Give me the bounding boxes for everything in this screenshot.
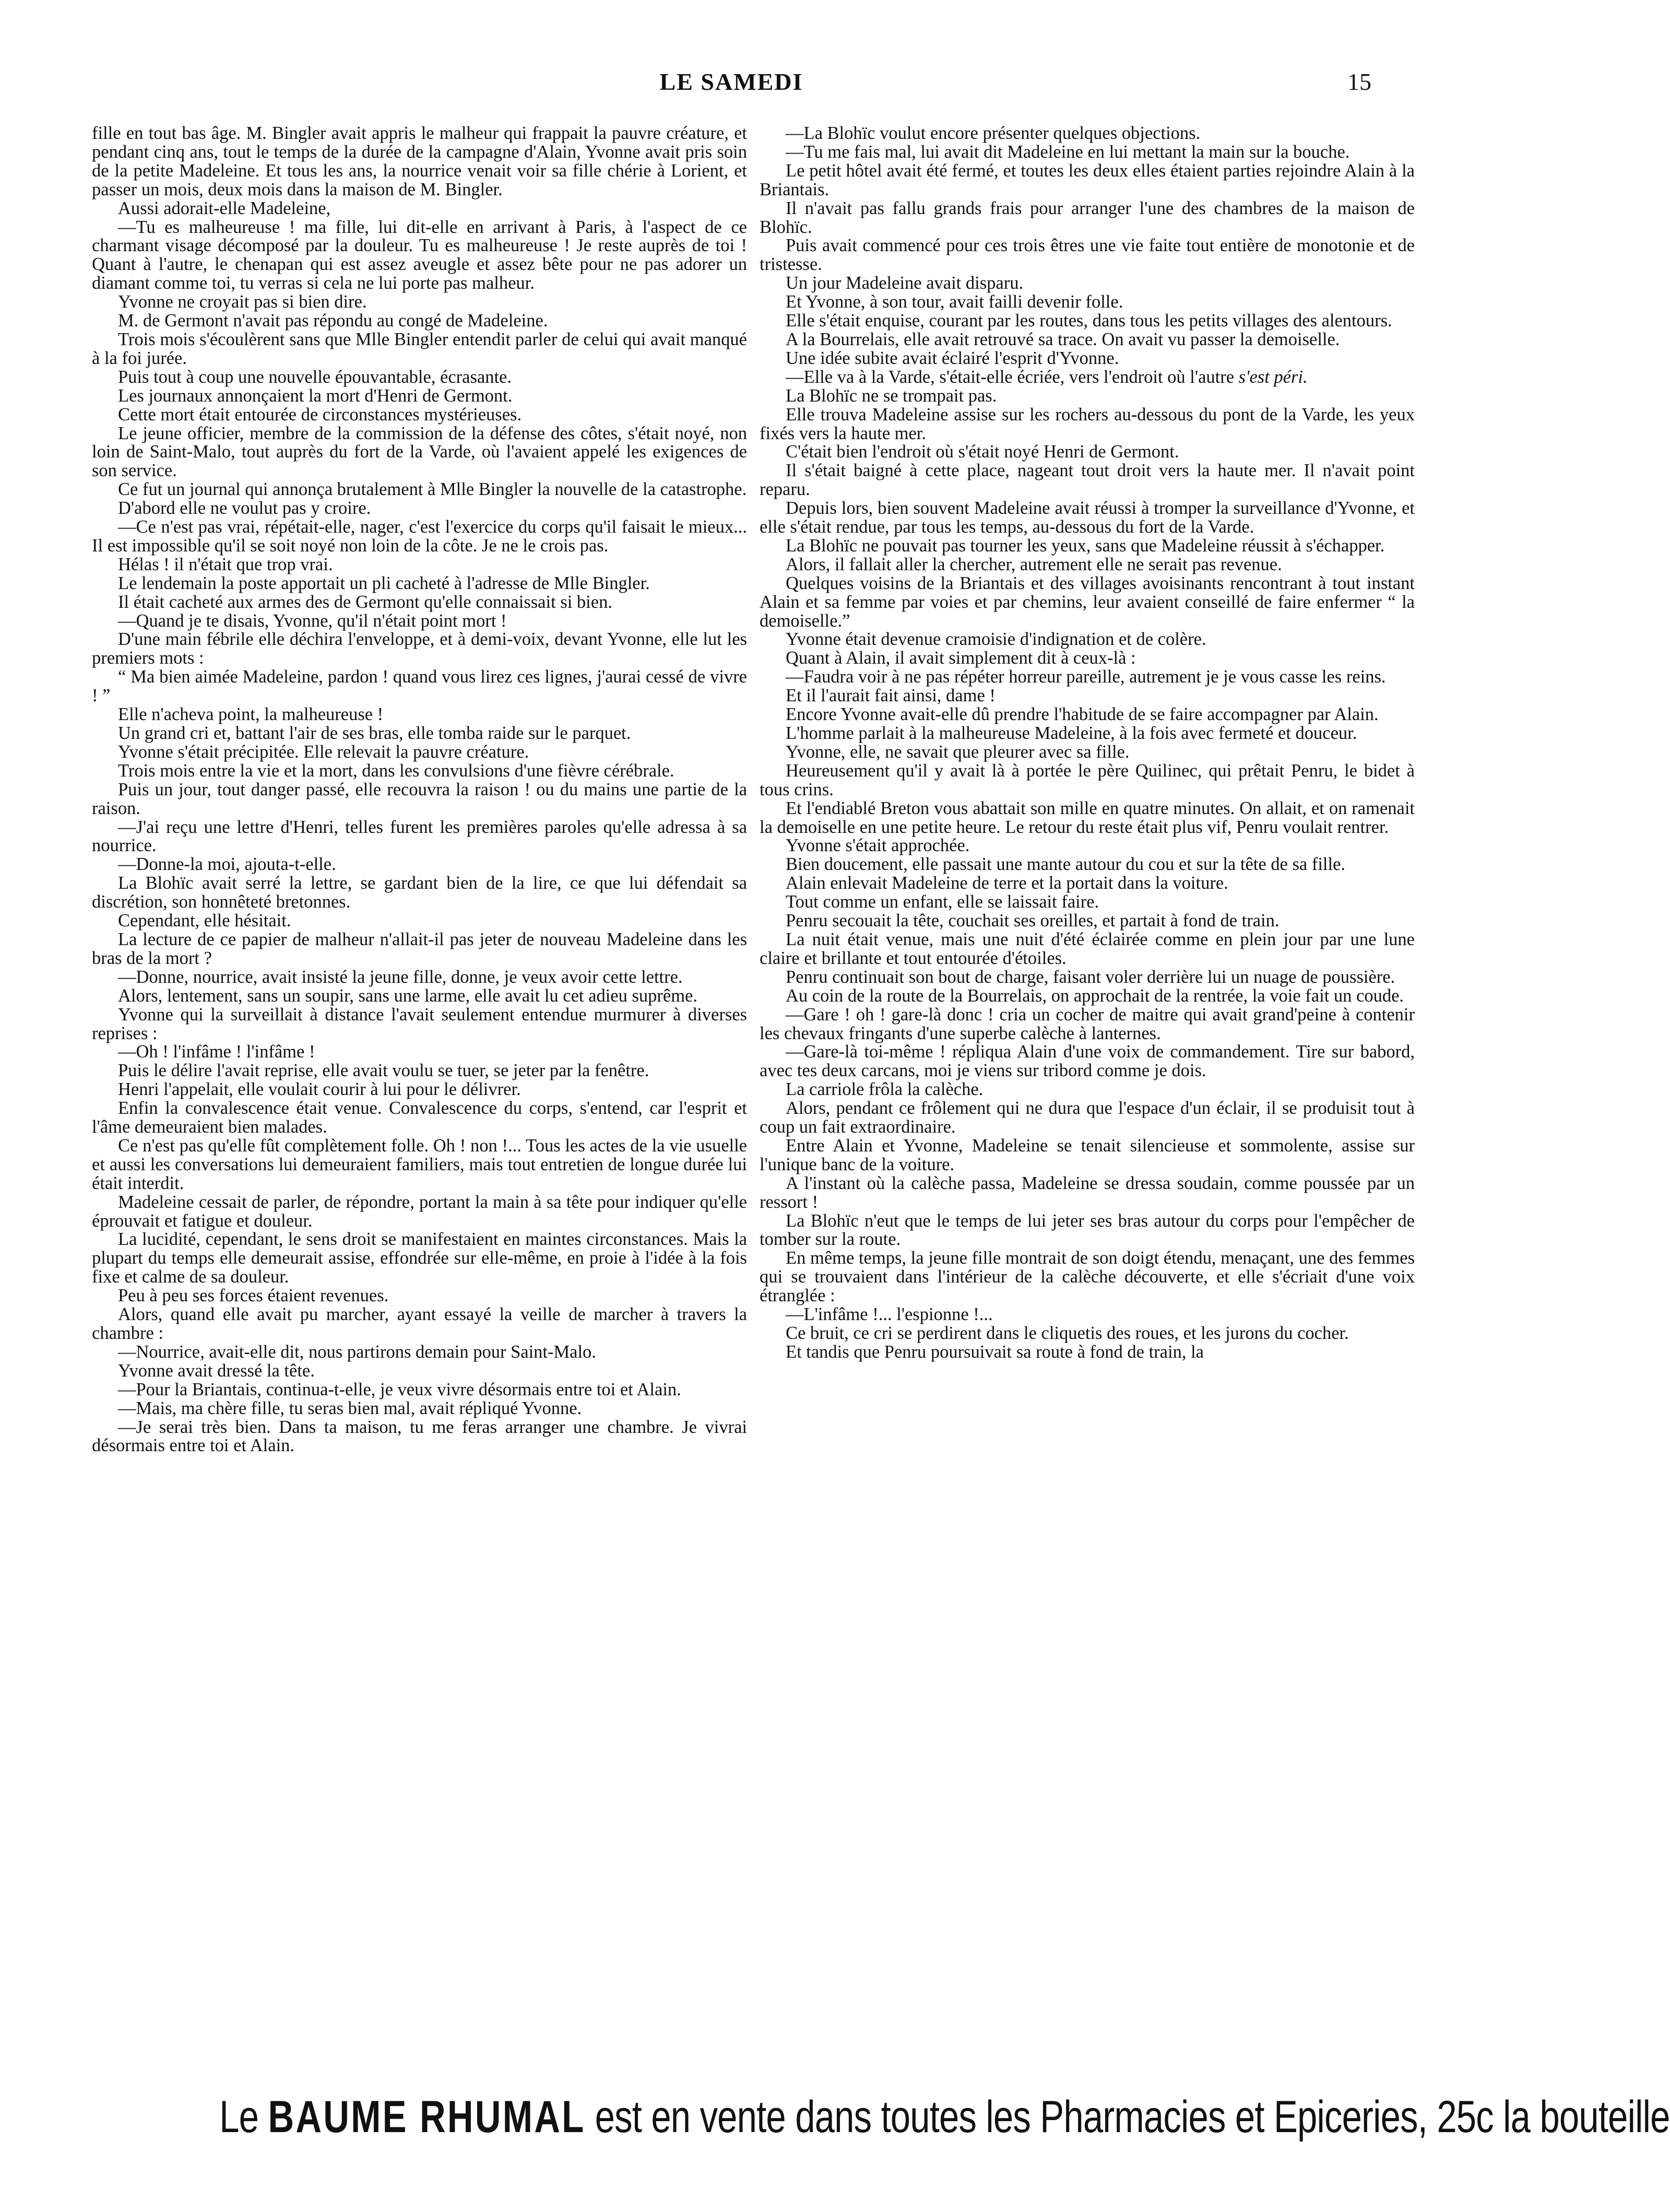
paragraph-text: Yvonne avait dressé la tête. [118, 1360, 315, 1381]
paragraph-text: La Blohïc n'eut que le temps de lui jeter ses bras autour du corps pour l'empêcher de tomber sur la route. [760, 1210, 1415, 1250]
publication-title: LE SAMEDI [659, 68, 803, 95]
paragraph [92, 124, 747, 199]
paragraph-text: Puis tout à coup une nouvelle épouvantable, écrasante. [118, 367, 512, 387]
paragraph-text: L'homme parlait à la malheureuse Madeleine, à la fois avec fermeté et douceur. [786, 723, 1357, 743]
paragraph [760, 1305, 1415, 1324]
paragraph [760, 162, 1415, 199]
paragraph-text: C'était bien l'endroit où s'était noyé Henri de Germont. [786, 442, 1179, 462]
paragraph-text: Elle n'acheva point, la malheureuse ! [118, 704, 384, 725]
paragraph-text: —Gare ! oh ! gare-là donc ! cria un cocher de maitre qui avait grand'peine à contenir les chevaux fringants d'une superbe calèche à lanternes. [760, 1004, 1415, 1043]
paragraph-text: —Pour la Briantais, continua-t-elle, je veux vivre désormais entre toi et Alain. [118, 1379, 681, 1399]
paragraph-text: Madeleine cessait de parler, de répondre, portant la main à sa tête pour indiquer qu'elle éprouvait et fatigue et douleur. [92, 1192, 747, 1231]
paragraph [760, 1249, 1415, 1305]
ad-prefix: Le [219, 2092, 259, 2142]
paragraph-text: Encore Yvonne avait-elle dû prendre l'habitude de se faire accompagner par Alain. [786, 704, 1379, 725]
paragraph-text: Une idée subite avait éclairé l'esprit d'Yvonne. [786, 348, 1119, 368]
paragraph-text: Yvonne, elle, ne savait que pleurer avec sa fille. [786, 742, 1130, 762]
paragraph [92, 1305, 747, 1343]
paragraph-text: Hélas ! il n'était que trop vrai. [118, 554, 333, 574]
paragraph [760, 312, 1415, 331]
paragraph-text: Ce bruit, ce cri se perdirent dans le cliquetis des roues, et les jurons du cocher. [786, 1323, 1349, 1343]
paragraph [760, 331, 1415, 349]
paragraph-text: Penru secouait la tête, couchait ses oreilles, et partait à fond de train. [786, 911, 1280, 931]
paragraph-text: Et l'endiablé Breton vous abattait son mille en quatre minutes. On allait, et on ramenait la demoiselle en une petite heure. Le retour du reste était plus vif, Penru voulait rentrer. [760, 798, 1415, 837]
paragraph-text: Elle s'était enquise, courant par les routes, dans tous les petits villages des alentours. [786, 311, 1392, 331]
paragraph [92, 724, 747, 743]
paragraph [92, 1099, 747, 1137]
paragraph [92, 630, 747, 668]
paragraph [92, 1230, 747, 1287]
paragraph [760, 743, 1415, 762]
paragraph [92, 1137, 747, 1193]
paragraph [760, 762, 1415, 799]
paragraph [92, 368, 747, 387]
paragraph [760, 630, 1415, 649]
paragraph [92, 912, 747, 931]
paragraph [760, 893, 1415, 912]
paragraph-text: Au coin de la route de la Bourrelais, on approchait de la rentrée, la voie fait un coude. [786, 985, 1404, 1006]
paragraph [760, 968, 1415, 987]
paragraph-text: Bien doucement, elle passait une mante autour du cou et sur la tête de sa fille. [786, 854, 1346, 875]
paragraph [92, 387, 747, 406]
paragraph [760, 368, 1415, 387]
paragraph-text: D'abord elle ne voulut pas y croire. [118, 498, 371, 519]
paragraph-text: Heureusement qu'il y avait là à portée le père Quilinec, qui prêtait Penru, le bidet à tous crins. [760, 760, 1415, 799]
paragraph [760, 912, 1415, 931]
paragraph [760, 837, 1415, 855]
paragraph-text: Il s'était baigné à cette place, nageant tout droit vers la haute mer. Il n'avait point reparu. [760, 461, 1415, 500]
italic-text: s'est péri. [1238, 367, 1308, 387]
paragraph-text: Puis un jour, tout danger passé, elle recouvra la raison ! ou du mains une partie de la raison. [92, 779, 747, 818]
paragraph-text: Un grand cri et, battant l'air de ses bras, elle tomba raide sur le parquet. [118, 723, 631, 743]
paragraph [92, 218, 747, 293]
paragraph-text: La lucidité, cependant, le sens droit se manifestaient en maintes circonstances. Mais la plupart du temps elle demeurait assise, effondrée sur elle-même, en proie à l'idée à la fois fixe et calme de sa douleur. [92, 1229, 747, 1287]
paragraph [760, 537, 1415, 556]
paragraph-text: —Elle va à la Varde, s'était-elle écriée, vers l'endroit où l'autre [786, 367, 1235, 387]
paragraph-text: “ Ma bien aimée Madeleine, pardon ! quand vous lirez ces lignes, j'aurai cessé de vivre ! ” [92, 667, 747, 706]
paragraph [760, 855, 1415, 874]
paragraph [760, 931, 1415, 968]
paragraph-text: Aussi adorait-elle Madeleine, [118, 198, 331, 218]
paragraph [760, 499, 1415, 537]
paragraph-text: La lecture de ce papier de malheur n'allait-il pas jeter de nouveau Madeleine dans les bras de la mort ? [92, 929, 747, 968]
paragraph [92, 762, 747, 781]
paragraph-text: —Nourrice, avait-elle dit, nous partirons demain pour Saint-Malo. [118, 1342, 596, 1362]
paragraph [92, 199, 747, 218]
paragraph-text: Quant à Alain, il avait simplement dit à ceux-là : [786, 648, 1136, 668]
paragraph-text: A l'instant où la calèche passa, Madeleine se dressa soudain, comme poussée par un ressort ! [760, 1173, 1415, 1212]
paragraph-text: Penru continuait son bout de charge, faisant voler derrière lui un nuage de poussière. [786, 967, 1395, 987]
paragraph [760, 649, 1415, 668]
paragraph [92, 1080, 747, 1099]
paragraph [92, 705, 747, 724]
paragraph [760, 556, 1415, 574]
paragraph [92, 781, 747, 818]
paragraph [92, 499, 747, 518]
paragraph-text: —Donne, nourrice, avait insisté la jeune fille, donne, je veux avoir cette lettre. [118, 967, 683, 987]
paragraph-text: Peu à peu ses forces étaient revenues. [118, 1286, 389, 1306]
paragraph-text: Quelques voisins de la Briantais et des villages avoisinants rencontrant à tout instant Alain et sa femme par voies et par chemins, leur avaient conseillé de faire enfermer “ la demoiselle.” [760, 573, 1415, 631]
paragraph-text: Les journaux annonçaient la mort d'Henri de Germont. [118, 385, 513, 406]
paragraph-text: Alors, lentement, sans un soupir, sans une larme, elle avait lu cet adieu suprême. [118, 985, 697, 1006]
ad-text: est en vente dans toutes les Pharmacies et Epiceries, 25c la bouteille [595, 2092, 1670, 2142]
paragraph [760, 143, 1415, 162]
paragraph [92, 293, 747, 312]
paragraph-text: La Blohïc ne pouvait pas tourner les yeux, sans que Madeleine réussit à s'échapper. [786, 535, 1385, 556]
paragraph-text: Ce fut un journal qui annonça brutalement à Mlle Bingler la nouvelle de la catastrophe. [118, 479, 747, 500]
paragraph [92, 968, 747, 987]
paragraph [760, 1099, 1415, 1137]
paragraph-text: —Donne-la moi, ajouta-t-elle. [118, 854, 336, 875]
paragraph-text: fille en tout bas âge. M. Bingler avait appris le malheur qui frappait la pauvre créature, et pendant cinq ans, tout le temps de la durée de la campagne d'Alain, Yvonne avait pris soin de la petite Madeleine. Et tous les ans, la nourrice venait voir sa fille chérie à Lorient, et passer un mois, deux mois dans la maison de M. Bingler. [92, 123, 747, 199]
paragraph [760, 1324, 1415, 1343]
paragraph [760, 124, 1415, 143]
paragraph [92, 987, 747, 1006]
paragraph [92, 1418, 747, 1456]
paragraph [760, 1043, 1415, 1080]
paragraph [760, 1080, 1415, 1099]
paragraph-text: Yvonne ne croyait pas si bien dire. [118, 292, 367, 312]
paragraph [92, 612, 747, 631]
paragraph-text: —Tu me fais mal, lui avait dit Madeleine en lui mettant la main sur la bouche. [786, 142, 1350, 162]
paragraph [760, 574, 1415, 631]
paragraph [92, 743, 747, 762]
paragraph-text: Enfin la convalescence était venue. Convalescence du corps, s'entend, car l'esprit et l'âme demeuraient bien malades. [92, 1098, 747, 1137]
ad-brand-name: BAUME RHUMAL [268, 2092, 586, 2142]
paragraph-text: Le jeune officier, membre de la commission de la défense des côtes, s'était noyé, non loin de Saint-Malo, tout auprès du fort de la Varde, où l'avaient appelé les exigences de son service. [92, 423, 747, 481]
paragraph-text: Tout comme un enfant, elle se laissait faire. [786, 892, 1099, 912]
paragraph-text: —Je serai très bien. Dans ta maison, tu me feras arranger une chambre. Je vivrai désormais entre toi et Alain. [92, 1417, 747, 1456]
paragraph-text: Henri l'appelait, elle voulait courir à lui pour le délivrer. [118, 1079, 521, 1100]
paragraph [92, 425, 747, 481]
paragraph-text: Elle trouva Madeleine assise sur les rochers au-dessous du pont de la Varde, les yeux fixés vers la haute mer. [760, 404, 1415, 443]
paragraph [760, 1006, 1415, 1043]
paragraph-text: Yvonne s'était précipitée. Elle relevait la pauvre créature. [118, 742, 529, 762]
paragraph [760, 1343, 1415, 1362]
paragraph-text: —Gare-là toi-même ! répliqua Alain d'une voix de commandement. Tire sur babord, avec tes deux carcans, moi je viens sur tribord comme je dois. [760, 1042, 1415, 1081]
paragraph-text: —Mais, ma chère fille, tu seras bien mal, avait répliqué Yvonne. [118, 1398, 582, 1418]
paragraph-text: Ce n'est pas qu'elle fût complètement folle. Oh ! non !... Tous les actes de la vie usuelle et aussi les conversations lui demeuraient familiers, mais tout entretien de longue durée lui était interdit. [92, 1135, 747, 1193]
paragraph [92, 1287, 747, 1305]
paragraph [92, 1399, 747, 1418]
paragraph-text: En même temps, la jeune fille montrait de son doigt étendu, menaçant, une des femmes qui se trouvaient dans l'intérieur de la calèche découverte, et elle s'écriait d'une voix étranglée : [760, 1248, 1415, 1306]
page-number: 15 [1347, 68, 1371, 95]
paragraph [760, 462, 1415, 499]
paragraph [92, 556, 747, 574]
paragraph-text: Trois mois entre la vie et la mort, dans les convulsions d'une fièvre cérébrale. [118, 760, 674, 781]
paragraph [92, 312, 747, 331]
paragraph-text: La Blohïc avait serré la lettre, se gardant bien de la lire, ce que lui défendait sa discrétion, son honnêteté bretonnes. [92, 873, 747, 912]
paragraph-text: Alors, pendant ce frôlement qui ne dura que l'espace d'un éclair, il se produisit tout à coup un fait extraordinaire. [760, 1098, 1415, 1137]
paragraph-text: Il était cacheté aux armes des de Germont qu'elle connaissait si bien. [118, 592, 612, 612]
paragraph [92, 331, 747, 368]
paragraph [92, 1043, 747, 1062]
paragraph [760, 293, 1415, 312]
paragraph [760, 237, 1415, 274]
paragraph-text: Trois mois s'écoulèrent sans que Mlle Bingler entendit parler de celui qui avait manqué à la foi jurée. [92, 329, 747, 368]
paragraph-text: Cette mort était entourée de circonstances mystérieuses. [118, 404, 522, 425]
paragraph [760, 1137, 1415, 1174]
paragraph-text: —Oh ! l'infâme ! l'infâme ! [118, 1042, 315, 1062]
paragraph [92, 855, 747, 874]
paragraph [760, 874, 1415, 893]
paragraph [92, 1193, 747, 1231]
paragraph [760, 799, 1415, 837]
advertisement-banner [219, 2091, 1670, 2143]
paragraph [760, 199, 1415, 237]
paragraph-text: —Tu es malheureuse ! ma fille, lui dit-elle en arrivant à Paris, à l'aspect de ce charmant visage décomposé par la douleur. Tu es malheureuse ! Je reste auprès de toi ! Quant à l'autre, le chenapan qui est assez aveugle et assez bête pour ne pas adorer un diamant comme toi, tu verras si cela ne lui porte pas malheur. [92, 217, 747, 293]
paragraph [92, 406, 747, 425]
paragraph-text: Alain enlevait Madeleine de terre et la portait dans la voiture. [786, 873, 1228, 893]
paragraph-text: Yvonne qui la surveillait à distance l'avait seulement entendue murmurer à diverses reprises : [92, 1004, 747, 1043]
right-column [760, 124, 1415, 1362]
paragraph-text: Un jour Madeleine avait disparu. [786, 273, 1024, 293]
paragraph [760, 1174, 1415, 1212]
left-column [92, 124, 747, 1455]
paragraph-text: M. de Germont n'avait pas répondu au congé de Madeleine. [118, 311, 548, 331]
paragraph-text: Yvonne était devenue cramoisie d'indignation et de colère. [786, 629, 1206, 650]
paragraph-text: D'une main fébrile elle déchira l'enveloppe, et à demi-voix, devant Yvonne, elle lut les premiers mots : [92, 629, 747, 668]
paragraph-text: —Quand je te disais, Yvonne, qu'il n'était point mort ! [118, 610, 507, 631]
paragraph [760, 274, 1415, 293]
paragraph-text: A la Bourrelais, elle avait retrouvé sa trace. On avait vu passer la demoiselle. [786, 329, 1340, 349]
paragraph [760, 987, 1415, 1006]
paragraph-text: —Faudra voir à ne pas répéter horreur pareille, autrement je je vous casse les reins. [786, 667, 1386, 687]
paragraph [92, 1062, 747, 1080]
paragraph [92, 1006, 747, 1043]
paragraph-text: Cependant, elle hésitait. [118, 911, 291, 931]
page-header [91, 68, 1371, 99]
paragraph [760, 406, 1415, 443]
paragraph-text: Puis le délire l'avait reprise, elle avait voulu se tuer, se jeter par la fenêtre. [118, 1061, 649, 1081]
paragraph [92, 931, 747, 968]
paragraph-text: Et tandis que Penru poursuivait sa route à fond de train, la [786, 1342, 1204, 1362]
paragraph-text: Et Yvonne, à son tour, avait failli devenir folle. [786, 292, 1123, 312]
paragraph-text: —Ce n'est pas vrai, répétait-elle, nager, c'est l'exercice du corps qu'il faisait le mieux... Il est impossible qu'il se soit noyé non loin de la côte. Je ne le crois pas. [92, 517, 747, 556]
paragraph-text: La Blohïc ne se trompait pas. [786, 385, 997, 406]
paragraph-text: Et il l'aurait fait ainsi, dame ! [786, 686, 996, 706]
paragraph-text: Le lendemain la poste apportait un pli cacheté à l'adresse de Mlle Bingler. [118, 573, 650, 593]
paragraph-text: Alors, il fallait aller la chercher, autrement elle ne serait pas revenue. [786, 554, 1282, 574]
paragraph-text: Yvonne s'était approchée. [786, 836, 970, 856]
paragraph [92, 668, 747, 705]
paragraph-text: —J'ai reçu une lettre d'Henri, telles furent les premières paroles qu'elle adressa à sa nourrice. [92, 817, 747, 856]
paragraph [760, 1212, 1415, 1250]
paragraph [92, 574, 747, 593]
paragraph [92, 593, 747, 612]
paragraph-text: Le petit hôtel avait été fermé, et toutes les deux elles étaient parties rejoindre Alain à la Briantais. [760, 160, 1415, 199]
paragraph-text: La carriole frôla la calèche. [786, 1079, 984, 1100]
paragraph [92, 518, 747, 556]
paragraph [760, 724, 1415, 743]
paragraph [760, 705, 1415, 724]
paragraph [760, 387, 1415, 406]
paragraph-text: —La Blohïc voulut encore présenter quelques objections. [786, 123, 1201, 143]
paragraph [92, 1381, 747, 1399]
paragraph-text: Alors, quand elle avait pu marcher, ayant essayé la veille de marcher à travers la chambre : [92, 1304, 747, 1343]
paragraph-text: Il n'avait pas fallu grands frais pour arranger l'une des chambres de la maison de Blohïc. [760, 198, 1415, 237]
paragraph-text: La nuit était venue, mais une nuit d'été éclairée comme en plein jour par une lune claire et brillante et tout entourée d'étoiles. [760, 929, 1415, 968]
paragraph [92, 1343, 747, 1362]
paragraph [760, 668, 1415, 687]
paragraph [92, 818, 747, 856]
paragraph [760, 687, 1415, 705]
paragraph [92, 1362, 747, 1381]
paragraph-text: —L'infâme !... l'espionne !... [786, 1304, 993, 1325]
paragraph [92, 874, 747, 912]
paragraph [760, 443, 1415, 462]
paragraph-text: Depuis lors, bien souvent Madeleine avait réussi à tromper la surveillance d'Yvonne, et elle s'était rendue, par tous les temps, au-dessous du fort de la Varde. [760, 498, 1415, 537]
paragraph [92, 480, 747, 499]
paragraph [760, 349, 1415, 368]
paragraph-text: Puis avait commencé pour ces trois êtres une vie faite tout entière de monotonie et de tristesse. [760, 236, 1415, 275]
paragraph-text: Entre Alain et Yvonne, Madeleine se tenait silencieuse et sommolente, assise sur l'unique banc de la voiture. [760, 1135, 1415, 1174]
